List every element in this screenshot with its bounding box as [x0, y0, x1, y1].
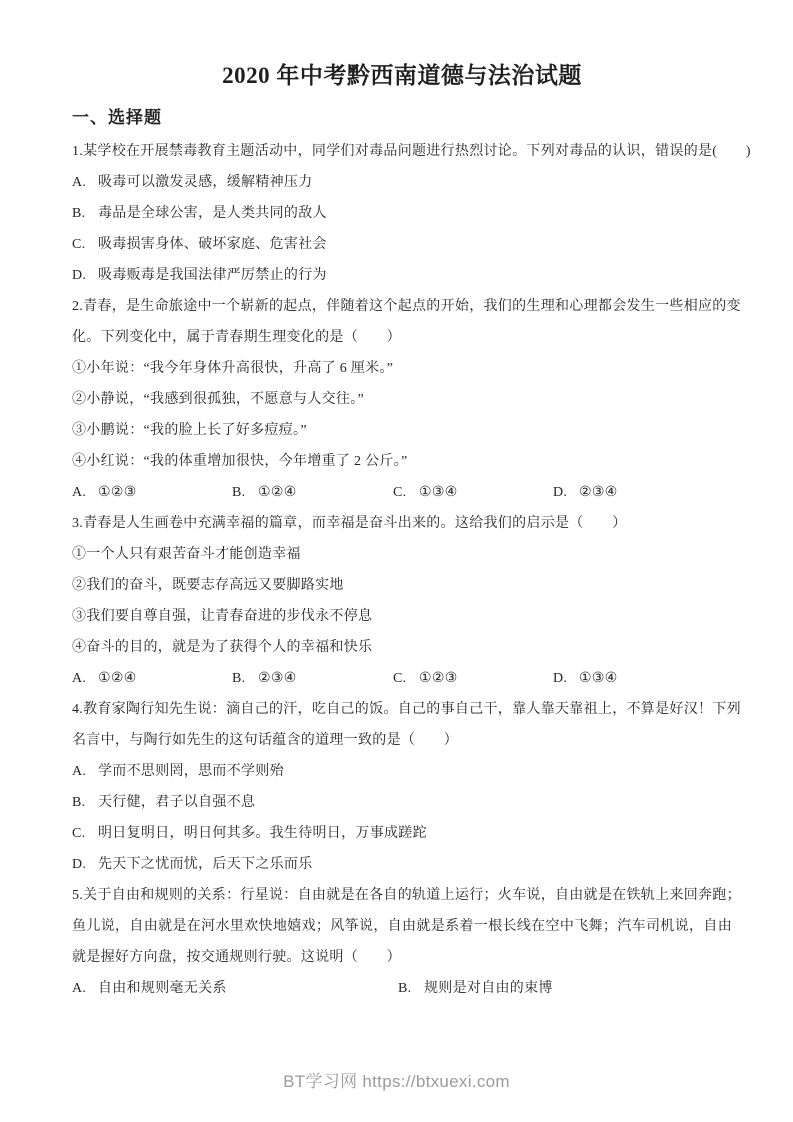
option-label: A. [72, 981, 87, 996]
option-text: ②③④ [258, 671, 297, 686]
question-1-option-d [72, 260, 732, 291]
option-label: C. [72, 237, 86, 252]
question-5-option-row [72, 973, 732, 1004]
question-5 [72, 880, 741, 1004]
page-title: 2020 年中考黔西南道德与法治试题 [222, 63, 582, 88]
question-1 [72, 136, 751, 291]
option-label: D. [553, 485, 568, 500]
question-1-option-c [72, 229, 732, 260]
option-label: D. [72, 857, 87, 872]
question-3-option-c [393, 663, 553, 694]
question-4-option-a [72, 756, 732, 787]
question-2-stem-line-1: 2.青春，是生命旅途中一个崭新的起点，伴随着这个起点的开始，我们的生理和心理都会发生一些相应的变 [72, 299, 741, 314]
option-label: D. [72, 268, 87, 283]
option-text: 明日复明日，明日何其多。我生待明日，万事成蹉跎 [98, 826, 427, 841]
option-text: 天行健，君子以自强不息 [98, 795, 256, 810]
question-3-stem: 3.青春是人生画卷中充满幸福的篇章，而幸福是奋斗出来的。这给我们的启示是（ ） [72, 516, 627, 531]
option-label: B. [72, 206, 86, 221]
option-text: ①③④ [579, 671, 618, 686]
question-2-statement-2: ②小静说，“我感到很孤独，不愿意与人交往。” [72, 392, 365, 407]
question-5-stem-line-1: 5.关于自由和规则的关系：行星说：自由就是在各自的轨道上运行；火车说，自由就是在铁轨上来回奔跑； [72, 888, 741, 903]
question-2 [72, 291, 741, 508]
question-2-stem-line-2: 化。下列变化中，属于青春期生理变化的是（ ） [72, 330, 401, 345]
option-label: C. [393, 671, 407, 686]
option-text: 规则是对自由的束博 [424, 981, 553, 996]
option-text: 吸毒贩毒是我国法律严厉禁止的行为 [98, 268, 327, 283]
option-text: ②③④ [579, 485, 618, 500]
option-label: B. [398, 981, 412, 996]
question-3-statement-2: ②我们的奋斗，既要志存高远又要脚路实地 [72, 578, 344, 593]
option-label: B. [232, 671, 246, 686]
question-4-option-b [72, 787, 732, 818]
question-4-stem-line-1: 4.教育家陶行知先生说：滴自己的汗，吃自己的饭。自己的事自己干，靠人靠天靠祖上，不算是好汉！下列 [72, 702, 741, 717]
question-3-option-b [232, 663, 393, 694]
section-heading: 一、选择题 [72, 108, 162, 127]
option-text: ①②③ [419, 671, 458, 686]
option-label: C. [72, 826, 86, 841]
question-3-statement-1: ①一个人只有艰苦奋斗才能创造幸福 [72, 547, 301, 562]
option-text: 先天下之忧而忧，后天下之乐而乐 [98, 857, 313, 872]
option-text: ①②④ [258, 485, 297, 500]
question-2-statement-3: ③小鹏说：“我的脸上长了好多痘痘。” [72, 423, 307, 438]
option-text: ①③④ [419, 485, 458, 500]
question-2-option-row [72, 477, 732, 508]
option-text: 自由和规则毫无关系 [98, 981, 227, 996]
option-text: 学而不思则罔，思而不学则殆 [98, 764, 284, 779]
question-4-stem-line-2: 名言中，与陶行如先生的这句话蕴含的道理一致的是（ ） [72, 733, 459, 748]
question-3-statement-4: ④奋斗的目的，就是为了获得个人的幸福和快乐 [72, 640, 373, 655]
question-4 [72, 694, 741, 880]
question-1-option-b [72, 198, 732, 229]
question-2-statement-4: ④小红说：“我的体重增加很快，今年增重了 2 公斤。” [72, 454, 408, 469]
option-label: A. [72, 764, 87, 779]
question-2-statement-1: ①小年说：“我今年身体升高很快，升高了 6 厘米。” [72, 361, 394, 376]
option-text: 吸毒损害身体、破坏家庭、危害社会 [98, 237, 327, 252]
option-label: B. [232, 485, 246, 500]
option-label: B. [72, 795, 86, 810]
question-2-option-c [393, 477, 553, 508]
question-5-option-a [72, 973, 398, 1004]
question-5-stem-line-3: 就是握好方向盘，按交通规则行驶。这说明（ ） [72, 950, 401, 965]
question-2-option-b [232, 477, 393, 508]
question-1-option-a [72, 167, 732, 198]
option-text: ①②④ [98, 671, 137, 686]
option-text: 吸毒可以激发灵感，缓解精神压力 [98, 175, 313, 190]
option-text: ①②③ [98, 485, 137, 500]
question-2-option-a [72, 477, 232, 508]
question-4-option-d [72, 849, 732, 880]
question-3 [72, 508, 732, 694]
option-label: A. [72, 485, 87, 500]
question-3-option-d [553, 663, 732, 694]
question-5-stem-line-2: 鱼儿说，自由就是在河水里欢快地嬉戏；风筝说，自由就是系着一根长线在空中飞舞；汽车司机说，自由 [72, 919, 732, 934]
option-label: D. [553, 671, 568, 686]
option-label: A. [72, 671, 87, 686]
question-3-option-a [72, 663, 232, 694]
option-label: A. [72, 175, 87, 190]
question-4-option-c [72, 818, 732, 849]
option-label: C. [393, 485, 407, 500]
question-5-option-b [398, 973, 732, 1004]
question-3-option-row [72, 663, 732, 694]
option-text: 毒品是全球公害，是人类共同的敌人 [98, 206, 327, 221]
watermark-footer: BT学习网 https://btxuexi.com [283, 1072, 510, 1091]
question-2-option-d [553, 477, 732, 508]
question-1-stem: 1.某学校在开展禁毒教育主题活动中，同学们对毒品问题进行热烈讨论。下列对毒品的认识，错误的是( ) [72, 144, 751, 159]
question-3-statement-3: ③我们要自尊自强，让青春奋进的步伐永不停息 [72, 609, 373, 624]
